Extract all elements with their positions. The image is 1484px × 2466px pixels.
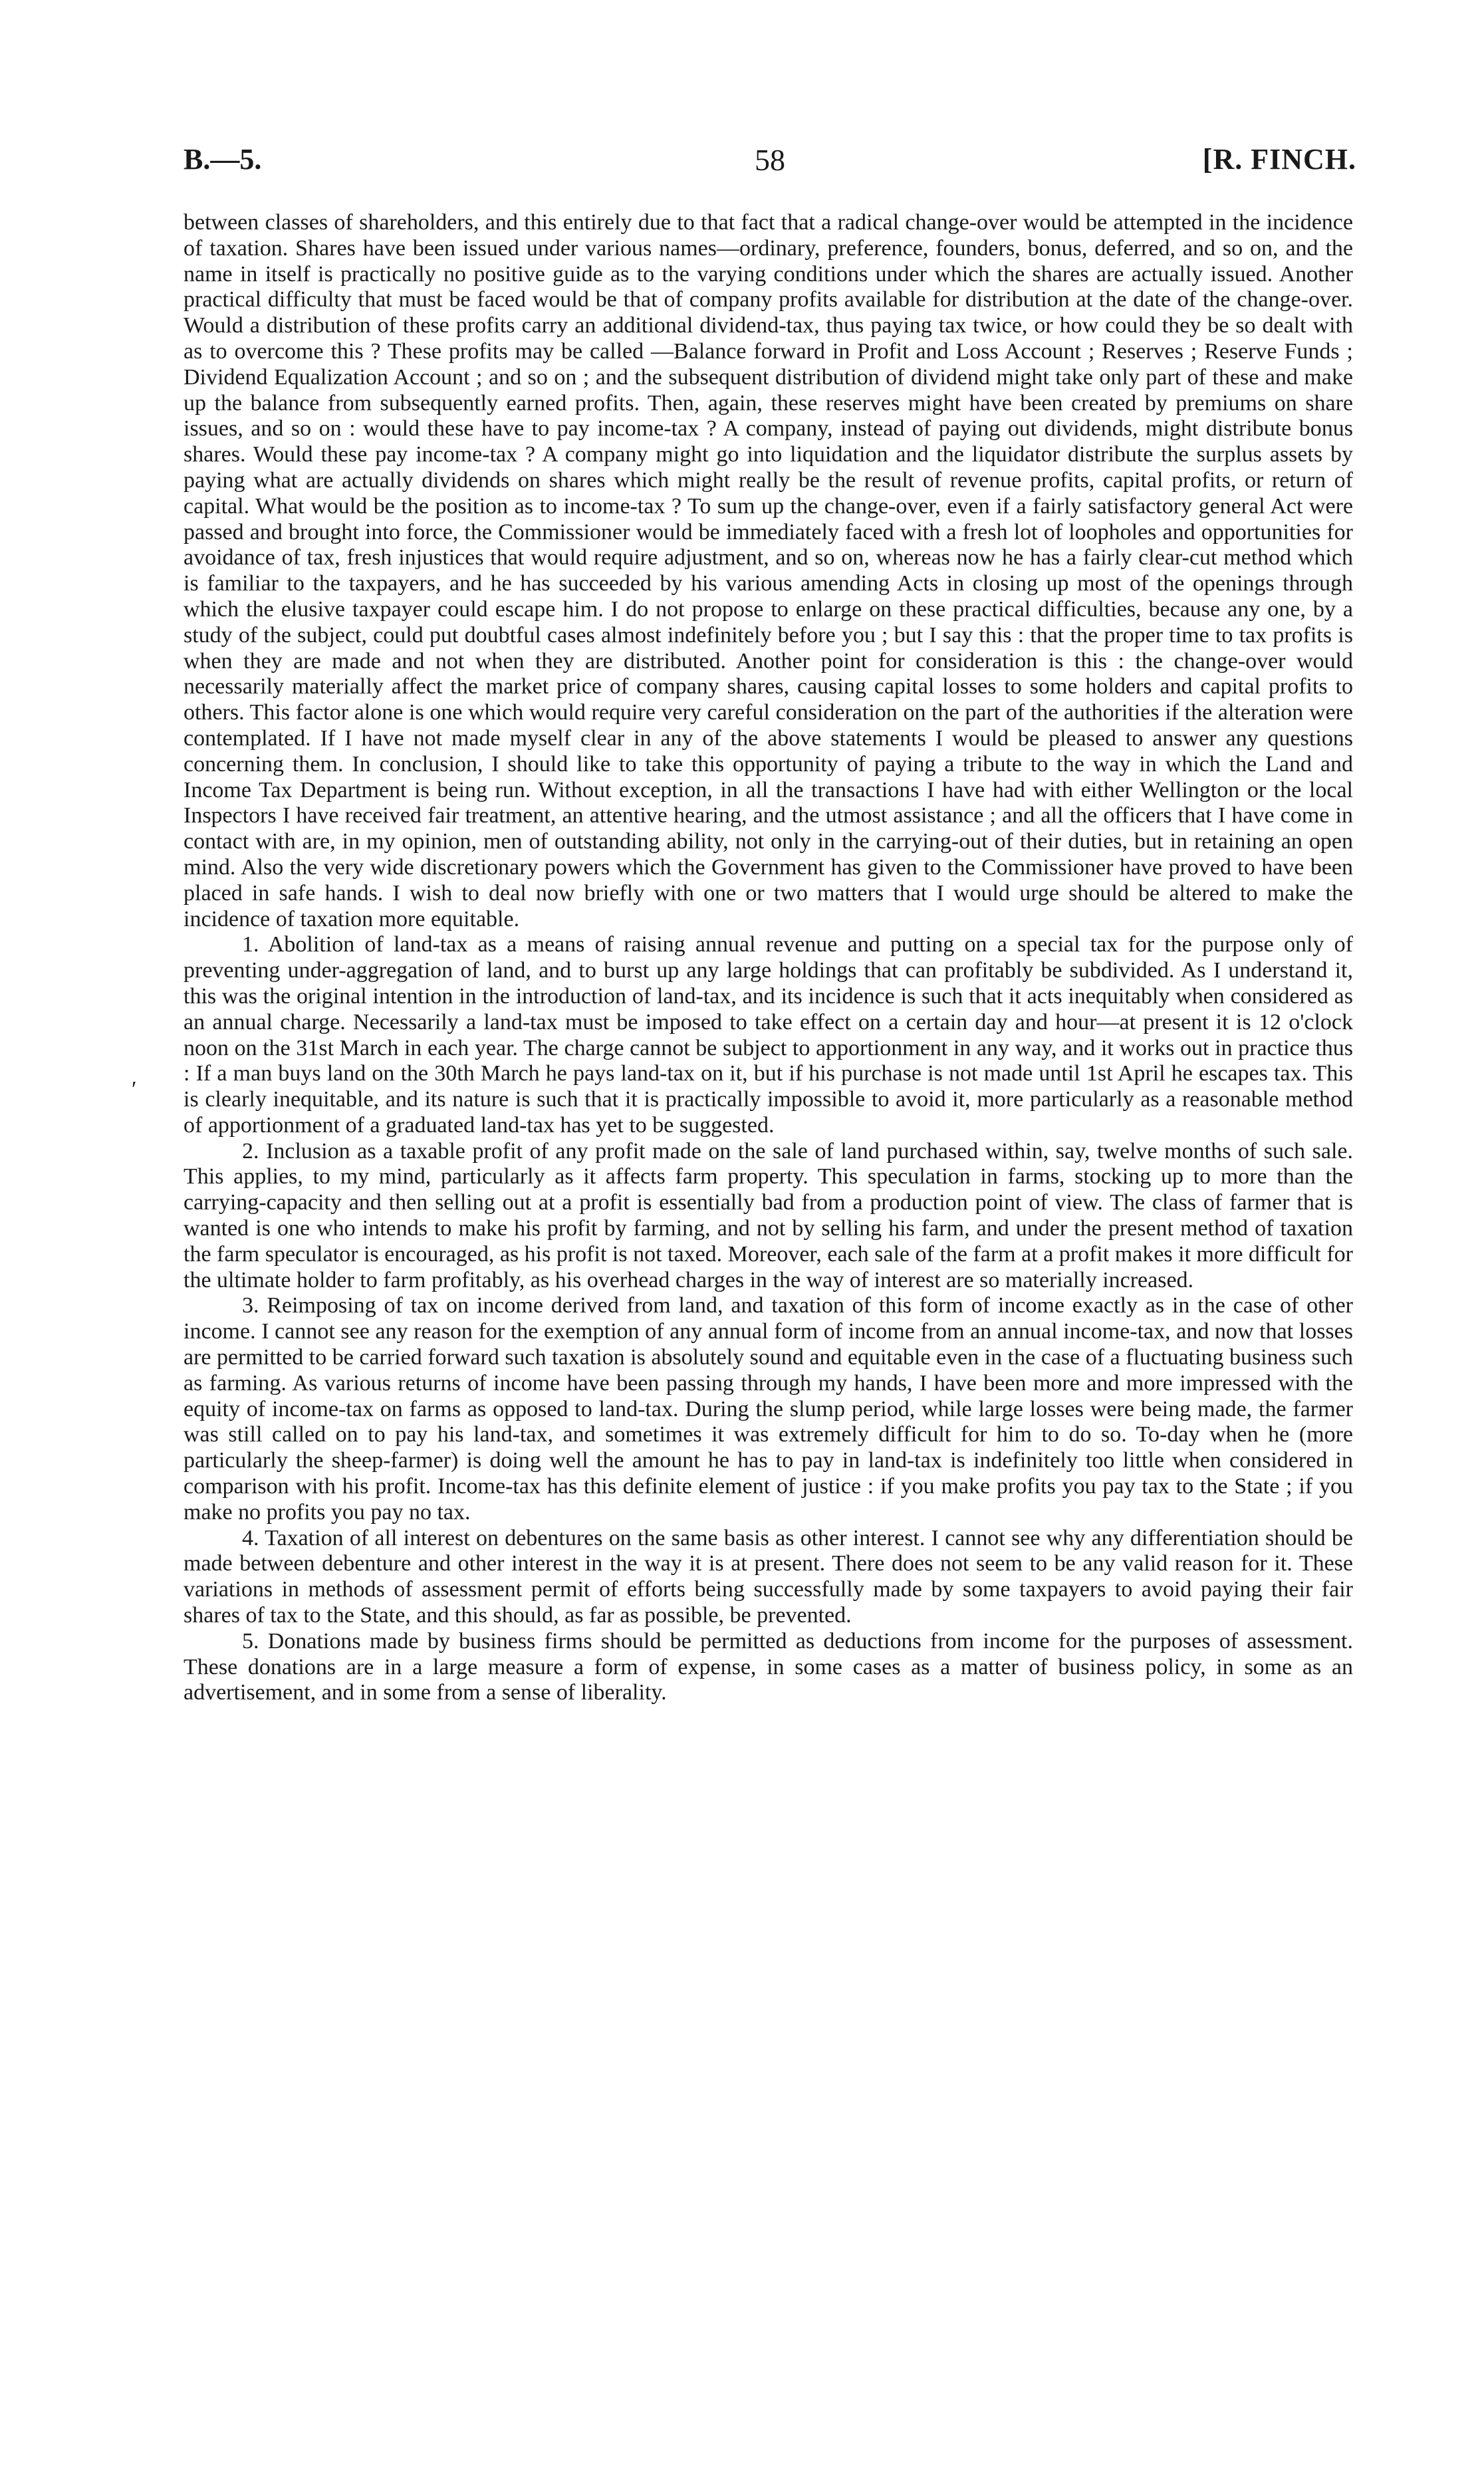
margin-mark: ′	[132, 1077, 137, 1102]
document-reference: B.—5.	[184, 143, 262, 176]
paragraph-item-5: 5. Donations made by business firms should be permitted as deductions from income for the purposes of assessment. These donations are in a large measure a form of expense, in some cases as a matter of business policy, in some as an advertisement, and in some from a sense of liberality.	[184, 1628, 1353, 1705]
speaker-name: [R. FINCH.	[1202, 143, 1356, 176]
body-text	[184, 210, 1353, 1706]
paragraph-continuation: between classes of shareholders, and this entirely due to that fact that a radical change-over would be attempted in the incidence of taxation. Shares have been issued under various names—ordinary, preference, founders, bonus, deferred, and so on, and the name in itself is practically no positive guide as to the varying conditions under which the shares are actually issued. Another practical difficulty that must be faced would be that of company profits available for distribution at the date of the change-over. Would a distribution of these profits carry an additional dividend-tax, thus paying tax twice, or how could they be so dealt with as to overcome this ? These profits may be called —Balance forward in Profit and Loss Account ; Reserves ; Reserve Funds ; Dividend Equalization Account ; and so on ; and the subsequent distribution of dividend might take only part of these and make up the balance from subsequently earned profits. Then, again, these reserves might have been created by premiums on share issues, and so on : would these have to pay income-tax ? A company, instead of paying out dividends, might distribute bonus shares. Would these pay income-tax ? A company might go into liquidation and the liquidator distribute the surplus assets by paying what are actually dividends on shares which might really be the result of revenue profits, capital profits, or return of capital. What would be the position as to income-tax ? To sum up the change-over, even if a fairly satisfactory general Act were passed and brought into force, the Commissioner would be immediately faced with a fresh lot of loopholes and opportunities for avoidance of tax, fresh injustices that would require adjustment, and so on, whereas now he has a fairly clear-cut method which is familiar to the taxpayers, and he has succeeded by his various amending Acts in closing up most of the openings through which the elusive taxpayer could escape him. I do not propose to enlarge on these practical difficulties, because any one, by a study of the subject, could put doubtful cases almost indefinitely before you ; but I say this : that the proper time to tax profits is when they are made and not when they are distributed. Another point for consideration is this : the change-over would necessarily materially affect the market price of company shares, causing capital losses to some holders and capital profits to others. This factor alone is one which would require very careful consideration on the part of the authorities if the alteration were contemplated. If I have not made myself clear in any of the above statements I would be pleased to answer any questions concerning them. In conclusion, I should like to take this opportunity of paying a tribute to the way in which the Land and Income Tax Department is being run. Without exception, in all the transactions I have had with either Wellington or the local Inspectors I have received fair treatment, an attentive hearing, and the utmost assistance ; and all the officers that I have come in contact with are, in my opinion, men of outstanding ability, not only in the carrying-out of their duties, but in retaining an open mind. Also the very wide discretionary powers which the Government has given to the Commissioner have proved to have been placed in safe hands. I wish to deal now briefly with one or two matters that I would urge should be altered to make the incidence of taxation more equitable.	[184, 210, 1353, 931]
page-number: 58	[755, 143, 785, 177]
paragraph-item-3: 3. Reimposing of tax on income derived from land, and taxation of this form of income exactly as in the case of other income. I cannot see any reason for the exemption of any annual form of income from an annual income-tax, and now that losses are permitted to be carried forward such taxation is absolutely sound and equitable even in the case of a fluctuating business such as farming. As various returns of income have been passing through my hands, I have been more and more impressed with the equity of income-tax on farms as opposed to land-tax. During the slump period, while large losses were being made, the farmer was still called on to pay his land-tax, and sometimes it was extremely difficult for him to do so. To-day when he (more particularly the sheep-farmer) is doing well the amount he has to pay in land-tax is indefinitely too little when considered in comparison with his profit. Income-tax has this definite element of justice : if you make profits you pay tax to the State ; if you make no profits you pay no tax.	[184, 1293, 1353, 1525]
paragraph-item-2: 2. Inclusion as a taxable profit of any profit made on the sale of land purchased within, say, twelve months of such sale. This applies, to my mind, particularly as it affects farm property. This speculation in farms, stocking up to more than the carrying-capacity and then selling out at a profit is essentially bad from a production point of view. The class of farmer that is wanted is one who intends to make his profit by farming, and not by selling his farm, and under the present method of taxation the farm speculator is encouraged, as his profit is not taxed. Moreover, each sale of the farm at a profit makes it more difficult for the ultimate holder to farm profitably, as his overhead charges in the way of interest are so materially increased.	[184, 1138, 1353, 1293]
paragraph-item-1: 1. Abolition of land-tax as a means of raising annual revenue and putting on a special tax for the purpose only of preventing under-aggregation of land, and to burst up any large holdings that can profitably be subdivided. As I understand it, this was the original intention in the introduction of land-tax, and its incidence is such that it acts inequitably when considered as an annual charge. Necessarily a land-tax must be imposed to take effect on a certain day and hour—at present it is 12 o'clock noon on the 31st March in each year. The charge cannot be subject to apportionment in any way, and it works out in practice thus : If a man buys land on the 30th March he pays land-tax on it, but if his purchase is not made until 1st April he escapes tax. This is clearly inequitable, and its nature is such that it is practically impossible to avoid it, more particularly as a reasonable method of apportionment of a graduated land-tax has yet to be suggested.	[184, 932, 1353, 1138]
paragraph-item-4: 4. Taxation of all interest on debentures on the same basis as other interest. I cannot see why any differentiation should be made between debenture and other interest in the way it is at present. There does not seem to be any valid reason for it. These variations in methods of assessment permit of efforts being successfully made by some taxpayers to avoid paying their fair shares of tax to the State, and this should, as far as possible, be prevented.	[184, 1525, 1353, 1628]
page-header	[184, 142, 1356, 189]
